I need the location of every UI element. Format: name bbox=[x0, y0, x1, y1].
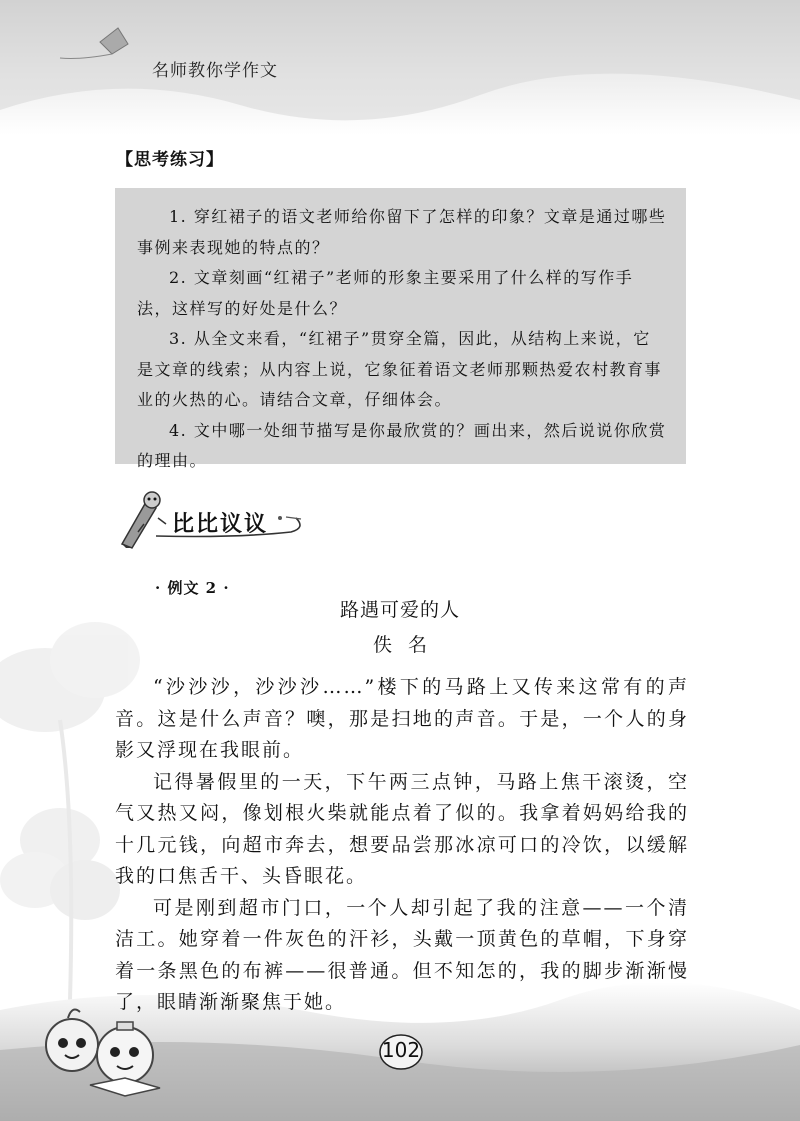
exercise-question: 3. 从全文来看，“红裙子”贯穿全篇，因此，从结构上来说，它是文章的线索；从内容上说，它象征着语文老师那颗热爱农村教育事业的火热的心。请结合文章，仔细体会。 bbox=[137, 329, 663, 409]
pencil-mascot-icon bbox=[122, 492, 166, 548]
page-number: 102 bbox=[381, 1038, 421, 1062]
exercise-question: 1. 穿红裙子的语文老师给你留下了怎样的印象？文章是通过哪些事例来表现她的特点的？ bbox=[137, 207, 667, 257]
running-header: 名师教你学作文 bbox=[152, 61, 278, 81]
essay-paragraph: 记得暑假里的一天，下午两三点钟，马路上焦干滚烫，空气又热又闷，像划根火柴就能点着了似的。我拿着妈妈给我的十几元钱，向超市奔去，想要品尝那冰凉可口的冷饮，以缓解我的口焦舌干、头昏眼花。 bbox=[115, 770, 689, 887]
essay-body bbox=[115, 672, 689, 1019]
exercise-question: 4. 文中哪一处细节描写是你最欣赏的？画出来，然后说说你欣赏的理由。 bbox=[137, 420, 667, 470]
essay-paragraph: 可是刚到超市门口，一个人却引起了我的注意——一个清洁工。她穿着一件灰色的汗衫，头戴一顶黄色的草帽，下身穿着一条黑色的布裤——很普通。但不知怎的，我的脚步渐渐慢了，眼睛渐渐聚焦于她。 bbox=[115, 896, 689, 1013]
exercise-panel bbox=[115, 188, 686, 470]
exercise-heading: 【思考练习】 bbox=[116, 150, 224, 170]
essay-author: 佚名 bbox=[372, 634, 443, 656]
example-label: · 例文 2 · bbox=[155, 579, 230, 597]
essay-paragraph: “沙沙沙，沙沙沙……”楼下的马路上又传来这常有的声音。这是什么声音？噢，那是扫地的声音。于是，一个人的身影又浮现在我眼前。 bbox=[115, 676, 689, 761]
section-title: 比比议议 bbox=[172, 512, 269, 537]
essay-title: 路遇可爱的人 bbox=[339, 599, 460, 621]
exercise-question: 2. 文章刻画“红裙子”老师的形象主要采用了什么样的写作手法，这样写的好处是什么？ bbox=[137, 268, 634, 318]
